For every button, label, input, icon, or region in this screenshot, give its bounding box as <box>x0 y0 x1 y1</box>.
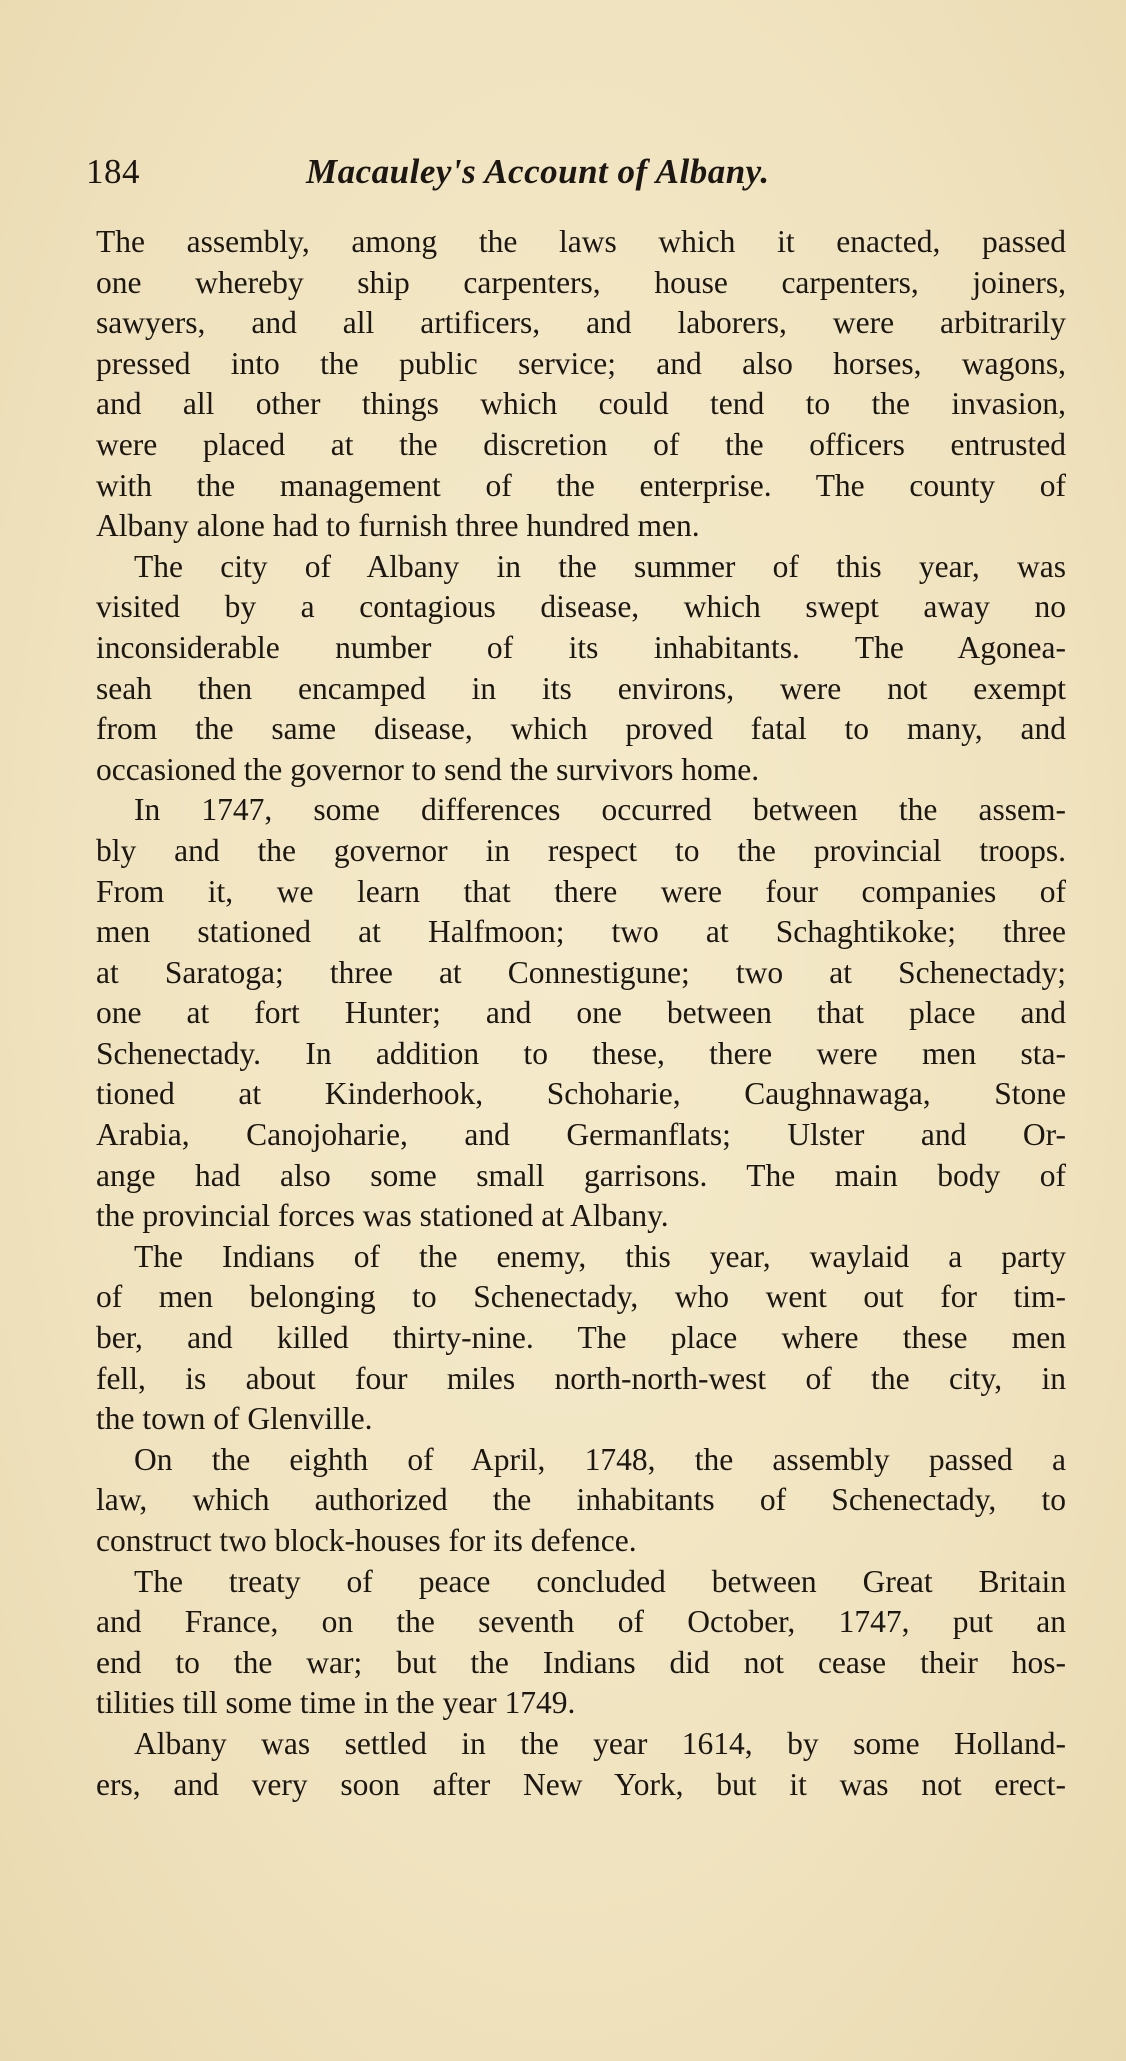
text-line: tilities till some time in the year 1749. <box>96 1685 576 1721</box>
text-line: Arabia, Canojoharie, and Germanflats; Ulster and Or- <box>96 1117 1066 1153</box>
body-text <box>96 222 1066 1805</box>
text-line: with the management of the enterprise. The county of <box>96 467 1066 503</box>
text-line: Albany alone had to furnish three hundred men. <box>96 508 700 544</box>
text-line: pressed into the public service; and also horses, wagons, <box>96 345 1066 381</box>
text-line: In 1747, some differences occurred between the assem- <box>134 792 1066 828</box>
text-line: the town of Glenville. <box>96 1401 373 1437</box>
text-line: visited by a contagious disease, which swept away no <box>96 589 1066 625</box>
text-line: The city of Albany in the summer of this year, was <box>134 548 1066 584</box>
text-line: construct two block-houses for its defence. <box>96 1523 637 1558</box>
text-line: The assembly, among the laws which it enacted, passed <box>96 224 1066 259</box>
text-line: and France, on the seventh of October, 1747, put an <box>96 1604 1066 1640</box>
text-line: men stationed at Halfmoon; two at Schaghtikoke; three <box>96 914 1066 950</box>
text-line: bly and the governor in respect to the provincial troops. <box>96 832 1066 868</box>
text-line: ers, and very soon after New York, but it was not erect- <box>96 1766 1066 1802</box>
text-line: end to the war; but the Indians did not cease their hos- <box>96 1644 1066 1680</box>
page-number: 184 <box>86 152 140 191</box>
text-line: the provincial forces was stationed at Albany. <box>96 1198 669 1234</box>
text-line: The Indians of the enemy, this year, waylaid a party <box>134 1238 1066 1274</box>
text-line: Schenectady. In addition to these, there were men sta- <box>96 1035 1066 1071</box>
text-line: sawyers, and all artificers, and laborers, were arbitrarily <box>96 305 1066 341</box>
text-line: at Saratoga; three at Connestigune; two at Schenectady; <box>96 954 1066 990</box>
running-title: Macauley's Account of Albany. <box>306 152 770 191</box>
text-line: one at fort Hunter; and one between that place and <box>96 995 1066 1031</box>
text-line: of men belonging to Schenectady, who went out for tim- <box>96 1279 1066 1315</box>
text-line: were placed at the discretion of the officers entrusted <box>96 426 1066 462</box>
text-line: and all other things which could tend to the invasion, <box>96 386 1066 422</box>
page-header <box>86 152 1066 202</box>
text-line: inconsiderable number of its inhabitants. The Agonea- <box>96 629 1066 665</box>
text-line: ber, and killed thirty-nine. The place where these men <box>96 1320 1066 1356</box>
text-line: one whereby ship carpenters, house carpenters, joiners, <box>96 264 1066 300</box>
text-line: occasioned the governor to send the survivors home. <box>96 751 760 787</box>
text-line: fell, is about four miles north-north-west of the city, in <box>96 1360 1066 1396</box>
text-line: On the eighth of April, 1748, the assembly passed a <box>134 1441 1066 1477</box>
text-line: Albany was settled in the year 1614, by some Holland- <box>134 1725 1066 1761</box>
text-line: from the same disease, which proved fatal to many, and <box>96 711 1066 747</box>
text-line: tioned at Kinderhook, Schoharie, Caughnawaga, Stone <box>96 1076 1066 1112</box>
text-line: ange had also some small garrisons. The main body of <box>96 1157 1066 1193</box>
text-line: seah then encamped in its environs, were not exempt <box>96 670 1066 706</box>
text-line: The treaty of peace concluded between Great Britain <box>134 1563 1066 1599</box>
text-line: law, which authorized the inhabitants of Schenectady, to <box>96 1482 1066 1518</box>
text-line: From it, we learn that there were four companies of <box>96 873 1066 909</box>
